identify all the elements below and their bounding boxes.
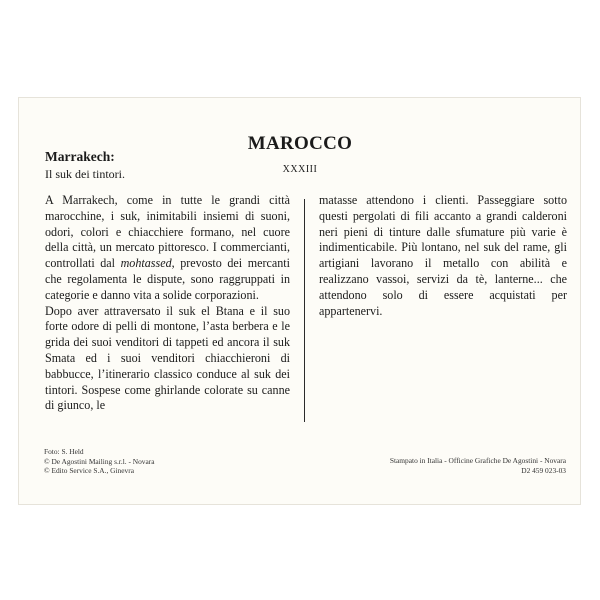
photo-credit: Foto: S. Held bbox=[44, 447, 84, 456]
printer-line: Stampato in Italia - Officine Grafiche De Agostini - Novara bbox=[389, 456, 566, 465]
copyright-line-1: © De Agostini Mailing s.r.l. - Novara bbox=[44, 456, 155, 466]
credits-left bbox=[44, 447, 155, 476]
column-divider bbox=[304, 199, 305, 422]
paragraph-3: matasse attendono i clienti. Passeggiare sotto questi pergolati di fili accanto a grandi calderoni neri pieni di tinture dalle sfumature più varie è indimenticabile. Più lontano, nel suk del rame, gli artigiani lavorano il metallo con abilità e realizzano vassoi, servizi da tè, lanterne... che attendono solo di essere acquistati per appartenervi. bbox=[319, 193, 567, 318]
paragraph-1-text-b: , prevosto dei mercanti che regolamenta le dispute, sono raggruppati in categorie e danno vita a solide corporazioni. bbox=[45, 256, 290, 302]
plate-number: XXXIII bbox=[282, 164, 318, 175]
paragraph-1-text-a: A Marrakech, come in tutte le grandi città marocchine, i suk, inimitabili insiemi di suoni, odori, colori e chiacchiere formano, nel cuore della città, un mercato pittoresco. I commercianti, controllati dal bbox=[45, 193, 290, 271]
text-column-left bbox=[45, 193, 290, 414]
product-code: D2 459 023-03 bbox=[521, 465, 566, 475]
credits-right bbox=[390, 456, 566, 475]
paragraph-1 bbox=[45, 193, 290, 304]
text-column-right bbox=[319, 193, 567, 319]
card-title: MAROCCO bbox=[247, 133, 353, 154]
paragraph-1-emphasis: mohtassed bbox=[120, 256, 172, 271]
location-heading: Marrakech: bbox=[45, 149, 115, 164]
copyright-line-2: © Edito Service S.A., Ginevra bbox=[44, 466, 134, 476]
location-subtitle: Il suk dei tintori. bbox=[45, 167, 125, 181]
paragraph-2: Dopo aver attraversato il suk el Btana e il suo forte odore di pelli di montone, l’asta berbera e le grida dei suoi venditori di tappeti ed ancora il suk Smata ed i suoi venditori chiacchieroni di babbucce, l’itinerario classico conduce al suk dei tintori. Sospese come ghirlande colorate su canne di giunco, le bbox=[45, 303, 290, 413]
